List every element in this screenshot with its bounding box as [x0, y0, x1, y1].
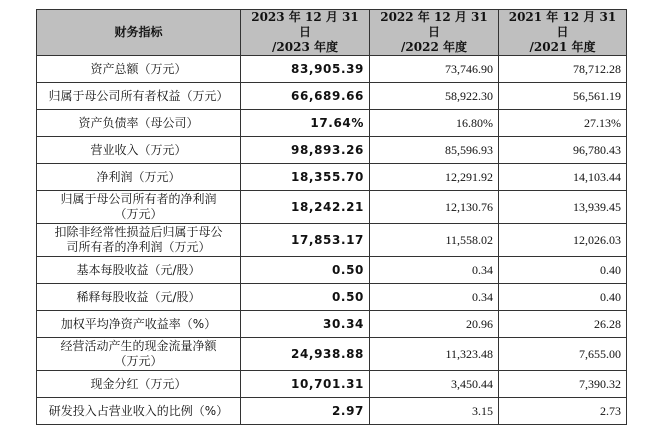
row-label-line: 基本每股收益（元/股）	[76, 262, 201, 277]
value-2023: 0.50	[241, 284, 370, 311]
value-2022: 11,323.48	[370, 338, 499, 371]
value-2023: 18,355.70	[241, 164, 370, 191]
table-row	[37, 83, 627, 110]
row-label	[37, 83, 241, 110]
row-label-line: 资产总额（万元）	[90, 61, 187, 76]
value-2021: 13,939.45	[499, 191, 627, 224]
row-label-line: 现金分红（万元）	[90, 376, 187, 391]
row-label	[37, 284, 241, 311]
header-2022-line1: 2022 年 12 月 31 日	[380, 10, 488, 39]
value-2023: 10,701.31	[241, 371, 370, 398]
table-row	[37, 257, 627, 284]
value-2022: 85,596.93	[370, 137, 499, 164]
table-row	[37, 110, 627, 137]
value-2021: 78,712.28	[499, 56, 627, 83]
table-row	[37, 338, 627, 371]
header-2021-line1: 2021 年 12 月 31 日	[508, 10, 617, 39]
value-2021: 96,780.43	[499, 137, 627, 164]
row-label-line: （万元）	[114, 354, 163, 368]
value-2023: 17,853.17	[241, 224, 370, 257]
row-label-line: 净利润（万元）	[96, 169, 181, 184]
table-row	[37, 56, 627, 83]
table-row	[37, 164, 627, 191]
value-2022: 11,558.02	[370, 224, 499, 257]
header-2022	[370, 10, 499, 56]
row-label	[37, 224, 241, 257]
value-2023: 98,893.26	[241, 137, 370, 164]
value-2022: 3,450.44	[370, 371, 499, 398]
header-2023	[241, 10, 370, 56]
value-2021: 12,026.03	[499, 224, 627, 257]
table-header-row	[37, 10, 627, 56]
value-2022: 0.34	[370, 257, 499, 284]
value-2022: 0.34	[370, 284, 499, 311]
row-label-line: 归属于母公司所有者权益（万元）	[48, 88, 229, 103]
value-2021: 0.40	[499, 284, 627, 311]
table-row	[37, 137, 627, 164]
row-label	[37, 56, 241, 83]
table-row	[37, 311, 627, 338]
header-2023-line2: /2023 年度	[272, 40, 338, 54]
value-2023: 18,242.21	[241, 191, 370, 224]
value-2021: 7,655.00	[499, 338, 627, 371]
header-2023-line1: 2023 年 12 月 31 日	[251, 10, 359, 39]
value-2022: 20.96	[370, 311, 499, 338]
table-row	[37, 224, 627, 257]
row-label	[37, 191, 241, 224]
row-label-line: 研发投入占营业收入的比例（%）	[48, 403, 229, 418]
header-item-label: 财务指标	[114, 25, 163, 39]
header-2021	[499, 10, 627, 56]
table-row	[37, 371, 627, 398]
row-label	[37, 398, 241, 425]
table-row	[37, 191, 627, 224]
value-2023: 30.34	[241, 311, 370, 338]
value-2021: 0.40	[499, 257, 627, 284]
value-2023: 24,938.88	[241, 338, 370, 371]
row-label	[37, 137, 241, 164]
value-2023: 17.64%	[241, 110, 370, 137]
row-label-line: 资产负债率（母公司）	[78, 115, 199, 130]
row-label-line: 加权平均净资产收益率（%）	[60, 316, 217, 331]
row-label	[37, 338, 241, 371]
header-2022-line2: /2022 年度	[401, 40, 467, 54]
value-2022: 12,291.92	[370, 164, 499, 191]
value-2022: 73,746.90	[370, 56, 499, 83]
value-2021: 56,561.19	[499, 83, 627, 110]
table-row	[37, 398, 627, 425]
header-financial-indicator	[37, 10, 241, 56]
value-2022: 3.15	[370, 398, 499, 425]
value-2021: 2.73	[499, 398, 627, 425]
value-2023: 2.97	[241, 398, 370, 425]
value-2022: 16.80%	[370, 110, 499, 137]
row-label-line: 稀释每股收益（元/股）	[76, 289, 201, 304]
value-2022: 12,130.76	[370, 191, 499, 224]
value-2022: 58,922.30	[370, 83, 499, 110]
value-2021: 14,103.44	[499, 164, 627, 191]
row-label-line: 营业收入（万元）	[90, 142, 187, 157]
value-2023: 0.50	[241, 257, 370, 284]
row-label	[37, 371, 241, 398]
row-label	[37, 164, 241, 191]
value-2021: 7,390.32	[499, 371, 627, 398]
row-label-line: 归属于母公司所有者的净利润	[60, 192, 217, 206]
row-label-line: 司所有者的净利润（万元）	[66, 240, 211, 254]
row-label	[37, 311, 241, 338]
financial-indicators-table	[36, 9, 627, 425]
value-2021: 27.13%	[499, 110, 627, 137]
header-2021-line2: /2021 年度	[529, 40, 596, 54]
row-label-line: （万元）	[114, 207, 163, 221]
row-label-line: 扣除非经常性损益后归属于母公	[54, 225, 223, 239]
row-label	[37, 257, 241, 284]
row-label	[37, 110, 241, 137]
table-row	[37, 284, 627, 311]
value-2023: 83,905.39	[241, 56, 370, 83]
row-label-line: 经营活动产生的现金流量净额	[60, 339, 217, 353]
value-2021: 26.28	[499, 311, 627, 338]
value-2023: 66,689.66	[241, 83, 370, 110]
